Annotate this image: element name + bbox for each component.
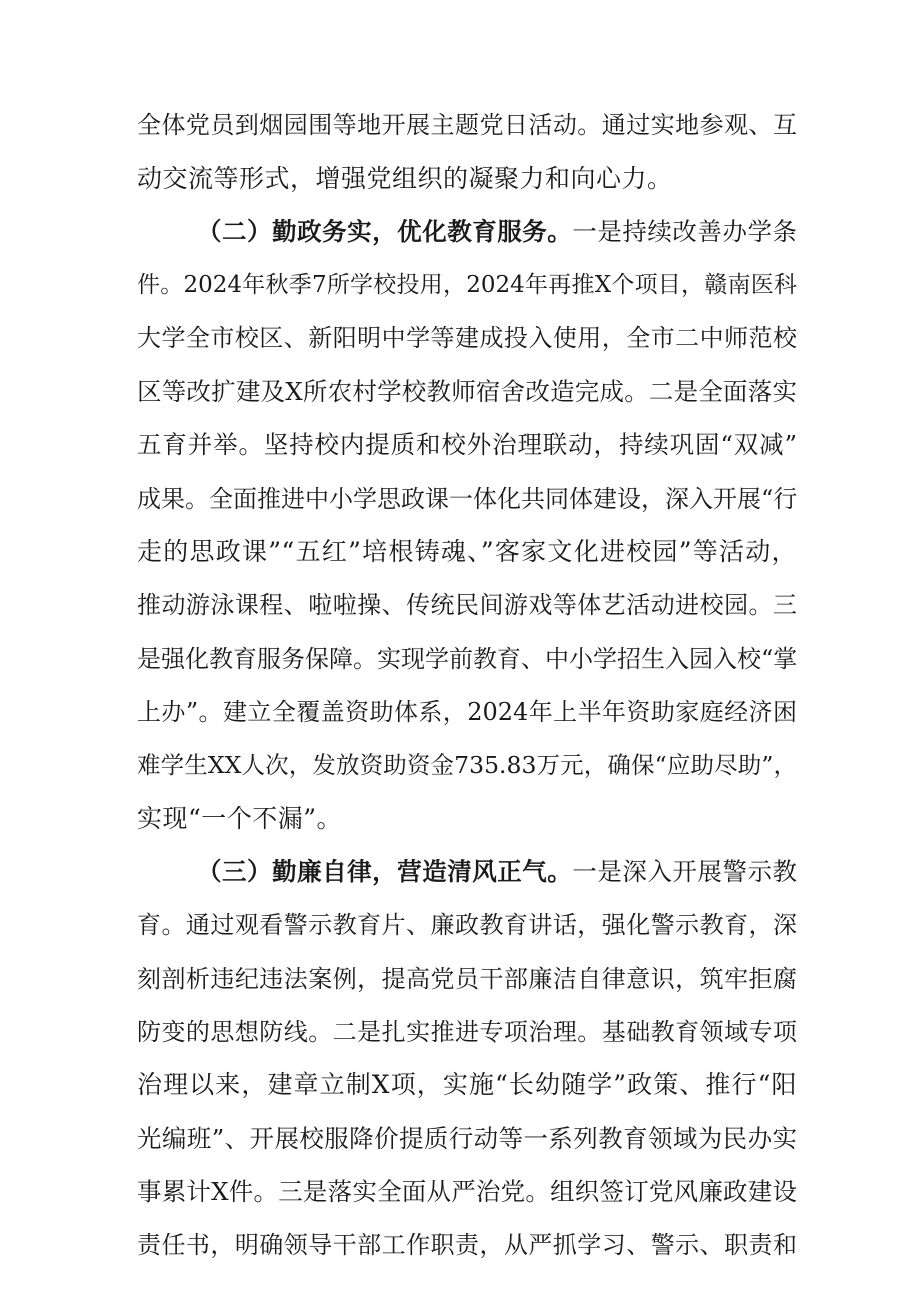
paragraph-first-line [197, 212, 797, 252]
text-line: 治理以来，建章立制X项，实施“长幼随学”政策、推行“阳 [137, 1070, 797, 1099]
text-run: 一是持续改善办学条 [572, 217, 798, 246]
text-line: 五育并举。坚持校内提质和校外治理联动，持续巩固“双减” [137, 430, 797, 459]
text-line: 上办”。建立全覆盖资助体系，2024年上半年资助家庭经济困 [137, 698, 797, 726]
text-line: 实现“一个不漏”。 [137, 804, 343, 833]
text-line: 件。2024年秋季7所学校投用，2024年再推X个项目，赣南医科 [137, 272, 797, 298]
section-heading: （二）勤政务实，优化教育服务。 [197, 217, 573, 246]
text-line: 责任书，明确领导干部工作职责，从严抓学习、警示、职责和 [137, 1231, 797, 1259]
text-run: 一是深入开展警示教 [572, 857, 798, 886]
text-line: 防变的思想防线。二是扎实推进专项治理。基础教育领域专项 [137, 1018, 797, 1046]
text-line: 区等改扩建及X所农村学校教师宿舍改造完成。二是全面落实 [137, 377, 797, 406]
section-heading: （三）勤廉自律，营造清风正气。 [197, 857, 573, 886]
text-line: 刻剖析违纪违法案例，提高党员干部廉洁自律意识，筑牢拒腐 [137, 965, 797, 993]
text-line: 光编班”、开展校服降价提质行动等一系列教育领域为民办实 [137, 1124, 797, 1153]
text-line: 是强化教育服务保障。实现学前教育、中小学招生入园入校“掌 [137, 645, 798, 673]
text-line: 走的思政课”“五红”培根铸魂、”客家文化进校园”等活动， [137, 537, 797, 566]
text-line: 成果。全面推进中小学思政课一体化共同体建设，深入开展“行 [137, 485, 798, 513]
text-line: 难学生XX人次，发放资助资金735.83万元，确保“应助尽助”， [137, 751, 797, 779]
text-line: 全体党员到烟园围等地开展主题党日活动。通过实地参观、互 [137, 111, 797, 139]
text-line: 推动游泳课程、啦啦操、传统民间游戏等体艺活动进校园。三 [137, 591, 797, 619]
text-line: 事累计X件。三是落实全面从严治党。组织签订党风廉政建设 [137, 1177, 797, 1206]
paragraph-first-line [197, 852, 797, 892]
text-line: 大学全市校区、新阳明中学等建成投入使用，全市二中师范校 [137, 324, 797, 352]
text-line: 育。通过观看警示教育片、廉政教育讲话，强化警示教育，深 [137, 911, 797, 939]
text-line: 动交流等形式，增强党组织的凝聚力和向心力。 [137, 164, 673, 193]
